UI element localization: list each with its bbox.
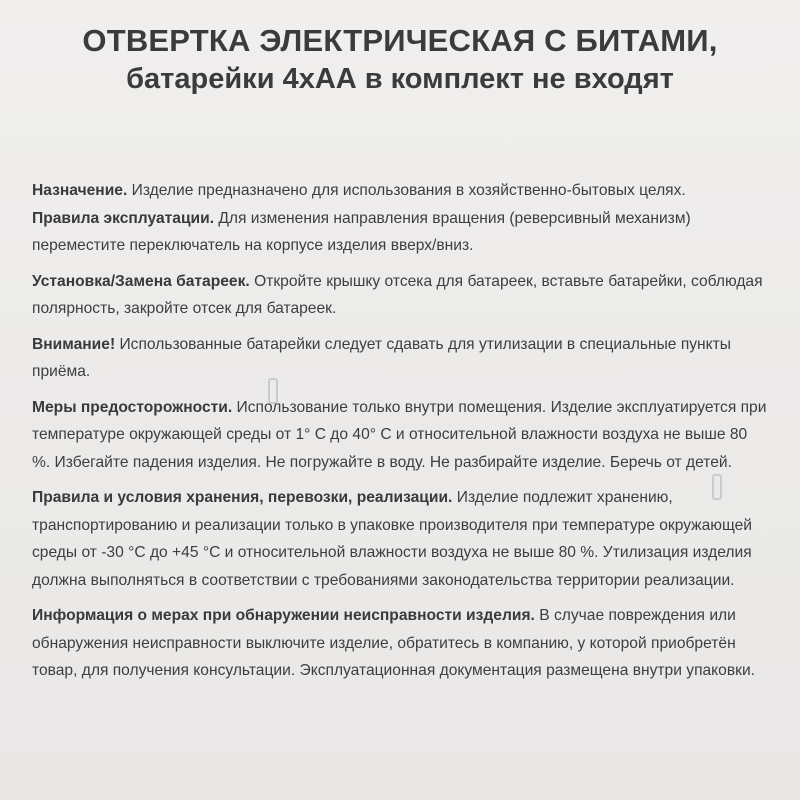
title-line-2: батарейки 4хАА в комплект не входят (126, 63, 674, 95)
staple-mark (712, 474, 722, 500)
section-operation-rules (32, 205, 768, 260)
section-heading: Установка/Замена батареек. (32, 272, 250, 290)
section-text: Для изменения направления вращения (реверсивный механизм) переместите переключатель на корпусе изделия вверх/вниз. (32, 209, 691, 254)
section-heading: Правила эксплуатации. (32, 209, 215, 227)
section-malfunction-info (32, 602, 768, 685)
section-text: Изделие предназначено для использования в хозяйственно-бытовых целях. (127, 182, 686, 199)
section-heading: Меры предосторожности. (32, 398, 233, 416)
section-attention (32, 331, 768, 386)
section-precautions (32, 394, 768, 477)
section-heading: Внимание! (32, 335, 116, 353)
section-text: В случае повреждения или обнаружения неисправности выключите изделие, обратитесь в компанию, у которой приобретён товар, для получения консультации. Эксплуатационная документация размещена внутри упаковки. (32, 607, 756, 679)
section-heading: Назначение. (32, 182, 128, 199)
section-battery-install (32, 268, 768, 323)
section-text: Использование только внутри помещения. Изделие эксплуатируется при температуре окружающей среды от 1° С до 40° С и относительной влажности воздуха не выше 80 %. Избегайте падения изделия. Не погружайте в воду. Не разбирайте изделие. Беречь от детей. (32, 398, 767, 471)
section-text: Откройте крышку отсека для батареек, вставьте батарейки, соблюдая полярность, закройте отсек для батареек. (32, 272, 763, 317)
section-heading: Правила и условия хранения, перевозки, реализации. (32, 489, 453, 506)
section-storage-rules (32, 484, 768, 594)
section-text: Использованные батарейки следует сдавать для утилизации в специальные пункты приёма. (32, 335, 732, 380)
staple-mark (268, 378, 278, 404)
section-text: Изделие подлежит хранению, транспортированию и реализации только в упаковке производителя при температуре окружающей среды от -30 °С до +45 °С и относительной влажности воздуха не выше 80 %. Утилизация изделия должна выполняться в соответствии с требованиями законодательства территории реализации. (32, 489, 753, 589)
section-purpose (32, 177, 768, 205)
instructions-body (32, 177, 768, 693)
section-heading: Информация о мерах при обнаружении неисправности изделия. (32, 607, 535, 624)
title-line-1: ОТВЕРТКА ЭЛЕКТРИЧЕСКАЯ С БИТАМИ, (82, 23, 718, 58)
product-title (20, 22, 780, 98)
